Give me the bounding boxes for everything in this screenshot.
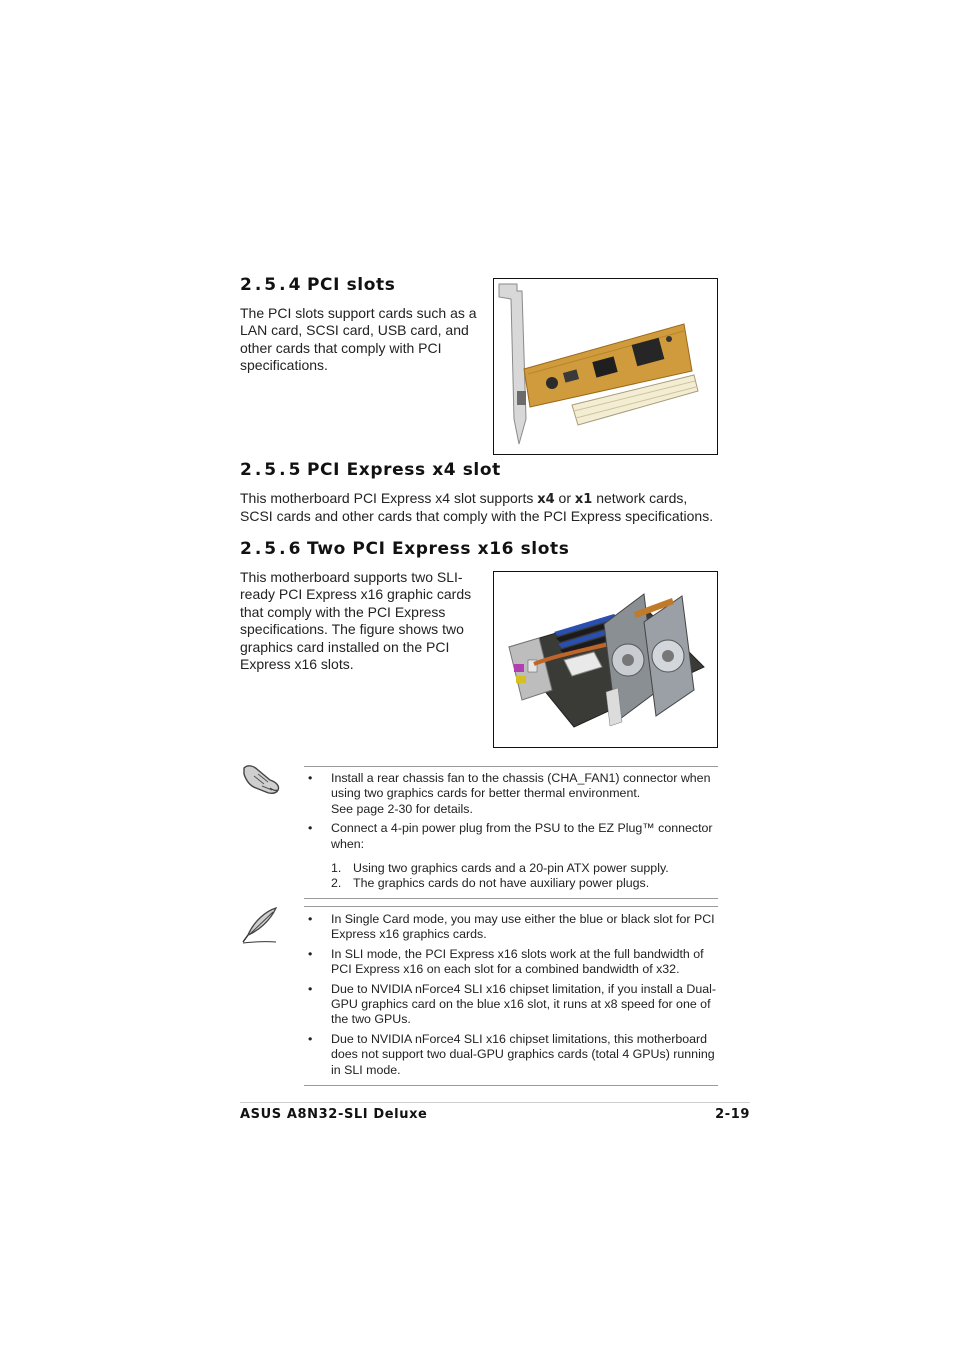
x4-text-or: or	[554, 490, 575, 506]
x4-text-before: This motherboard PCI Express x4 slot supports	[240, 490, 538, 506]
note1-bullet-text-extra: See page 2-30 for details.	[331, 801, 473, 816]
pci-express-x16-description: This motherboard supports two SLI-ready PCI Express x16 graphic cards that comply with the PCI Express specifications. The figure shows two graphics card installed on the PCI Express x16 slots.	[240, 569, 472, 673]
note2-bullet-item	[304, 1032, 718, 1078]
note2-bullet-item	[304, 947, 718, 978]
note1-bullet-item	[304, 821, 718, 892]
note1-bullet-item	[304, 771, 718, 817]
heading-title: PCI slots	[307, 275, 396, 295]
heading-title: PCI Express x4 slot	[307, 460, 501, 480]
pci-card-illustration	[494, 279, 717, 454]
sub-item-number: 2.	[331, 876, 342, 891]
sub-item-text: Using two graphics cards and a 20-pin ATX power supply.	[353, 861, 669, 876]
note-divider-rule	[304, 898, 718, 899]
pci-express-x4-description	[240, 490, 720, 526]
heading-pci-express-x4	[240, 460, 501, 480]
hand-note-icon	[240, 760, 284, 800]
footer-page-number: 2-19	[715, 1107, 750, 1122]
bullet-glyph: •	[308, 912, 313, 926]
sli-motherboard-illustration	[494, 572, 717, 747]
note-top-rule	[304, 766, 718, 767]
x4-bold-label: x4	[537, 492, 555, 507]
pointing-hand-icon	[240, 760, 284, 800]
note1-bullet-text: Install a rear chassis fan to the chassis (CHA_FAN1) connector when using two graphics cards for better thermal environment.	[331, 771, 711, 801]
pci-slots-description: The PCI slots support cards such as a LAN card, SCSI card, USB card, and other cards that comply with PCI specifications.	[240, 305, 477, 374]
heading-pci-slots	[240, 275, 395, 295]
footer-product-name: ASUS A8N32-SLI Deluxe	[240, 1107, 428, 1122]
quill-icon	[240, 905, 280, 945]
heading-number: 2.5.5	[240, 460, 304, 480]
note2-bullet-text: In Single Card mode, you may use either the blue or black slot for PCI Express x16 graphics cards.	[331, 912, 715, 942]
footer-rule	[240, 1102, 750, 1103]
note1-sub-item	[331, 876, 718, 891]
note1-bullet-text: Connect a 4-pin power plug from the PSU to the EZ Plug™ connector when:	[331, 821, 713, 851]
note2-bullet-text: In SLI mode, the PCI Express x16 slots work at the full bandwidth of PCI Express x16 on each slot for a combined bandwidth of x32.	[331, 946, 704, 977]
heading-number: 2.5.6	[240, 539, 304, 559]
note1-sub-item	[331, 861, 718, 876]
bullet-glyph: •	[308, 1031, 313, 1046]
x1-bold-label: x1	[574, 492, 593, 507]
bullet-glyph: •	[308, 771, 313, 785]
heading-number: 2.5.4	[240, 275, 304, 295]
note-block-2	[304, 912, 718, 1078]
note2-bullet-text: Due to NVIDIA nForce4 SLI x16 chipset limitations, this motherboard does not support two dual-GPU graphics cards (total 4 GPUs) running in SLI mode.	[331, 1031, 715, 1077]
note2-bullet-text: Due to NVIDIA nForce4 SLI x16 chipset limitation, if you install a Dual-GPU graphics card on the blue x16 slot, it runs at x8 speed for one of the two GPUs.	[331, 981, 716, 1027]
heading-two-pci-express-x16	[240, 539, 569, 559]
x4-text-after: network cards, SCSI cards and other cards that comply with the PCI Express specifications.	[240, 490, 714, 525]
heading-title: Two PCI Express x16 slots	[307, 539, 570, 559]
note-block-1	[304, 771, 718, 892]
bullet-glyph: •	[308, 946, 313, 961]
sli-graphics-figure	[493, 571, 718, 748]
sub-item-number: 1.	[331, 861, 342, 876]
sub-item-text: The graphics cards do not have auxiliary power plugs.	[353, 876, 650, 891]
bullet-glyph: •	[308, 981, 313, 996]
note-bottom-rule	[304, 1085, 718, 1086]
pci-card-figure	[493, 278, 718, 455]
note2-bullet-item	[304, 912, 718, 943]
note-top-rule	[304, 906, 718, 907]
bullet-glyph: •	[308, 821, 313, 836]
feather-note-icon	[240, 905, 280, 945]
note2-bullet-item	[304, 982, 718, 1028]
